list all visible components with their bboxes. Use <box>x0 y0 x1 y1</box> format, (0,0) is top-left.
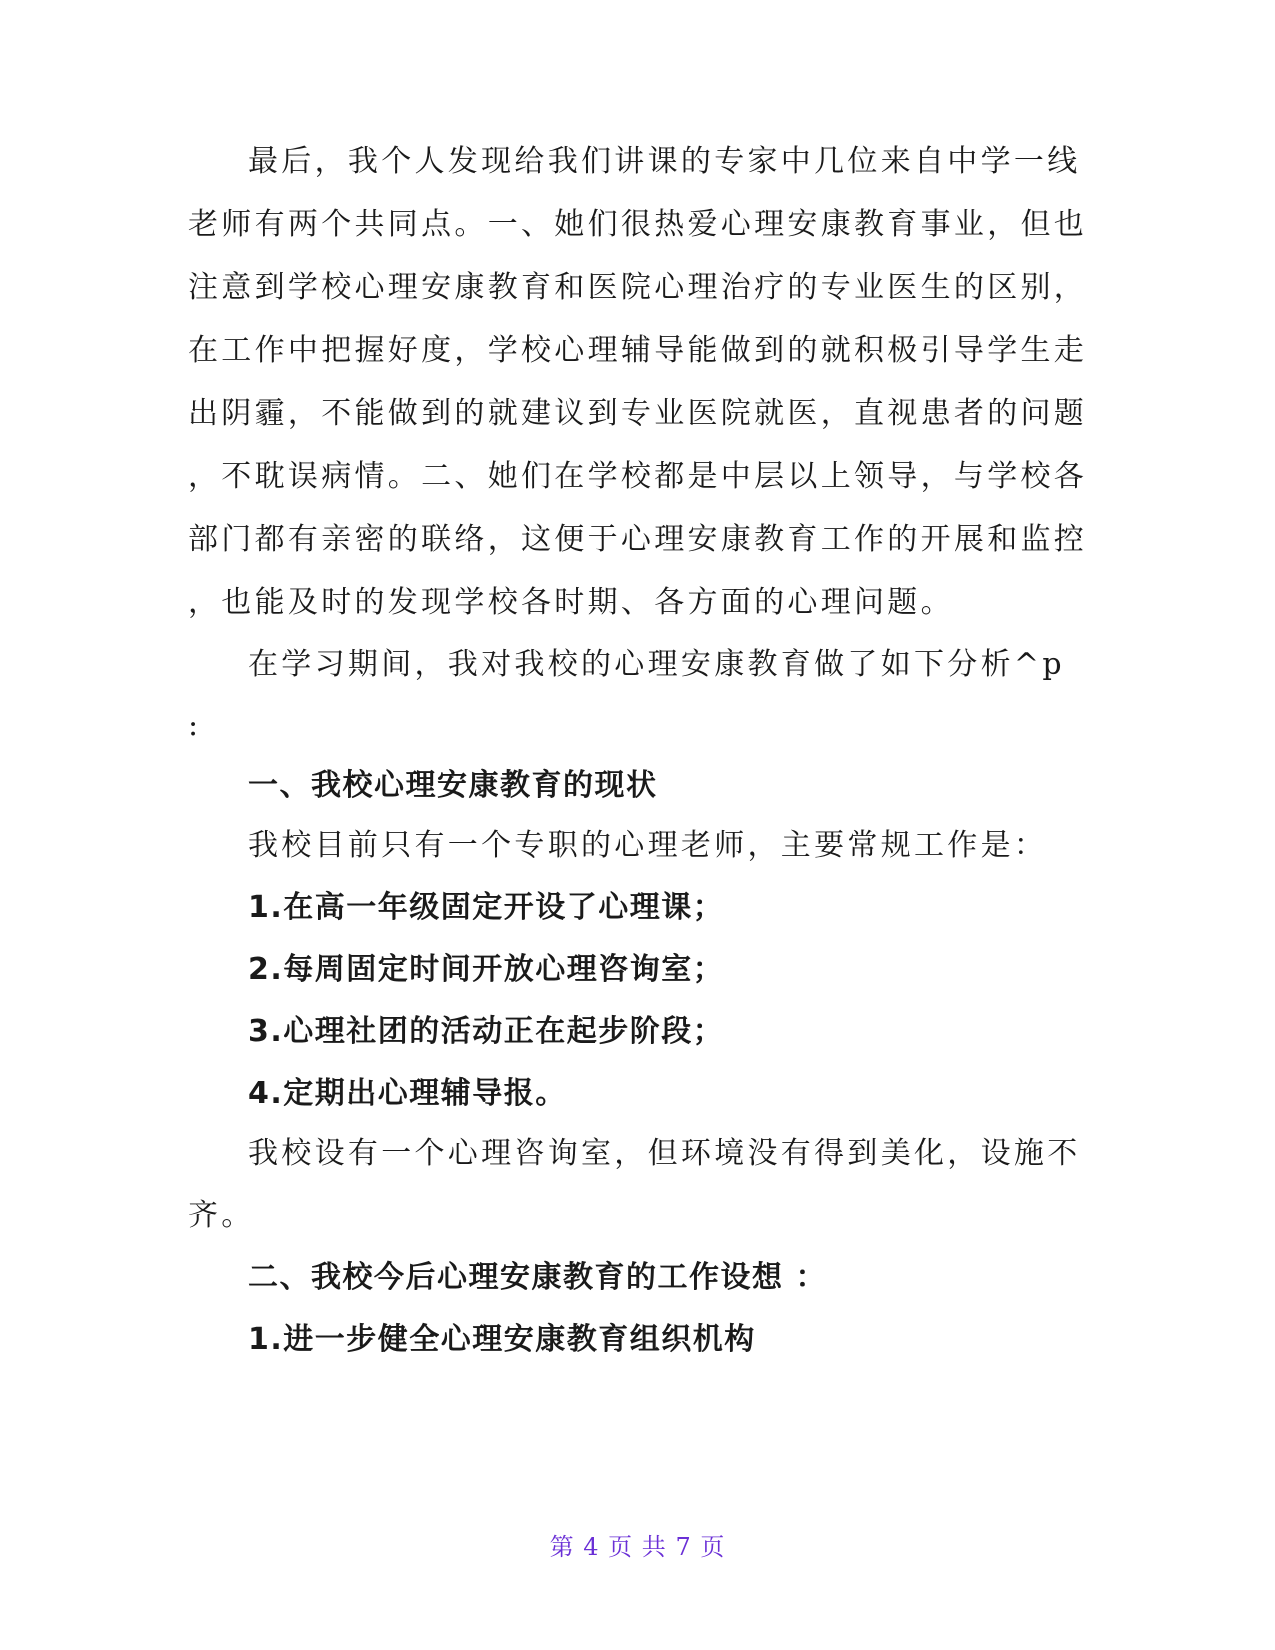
paragraph-line: 出阴霾，不能做到的就建议到专业医院就医，直视患者的问题 <box>188 396 1088 431</box>
paragraph-line: 我校目前只有一个专职的心理老师，主要常规工作是： <box>248 828 1048 863</box>
paragraph-line: 齐。 <box>188 1198 255 1233</box>
paragraph-line: 老师有两个共同点。一、她们很热爱心理安康教育事业，但也 <box>188 207 1088 242</box>
paragraph-line: 最后，我个人发现给我们讲课的专家中几位来自中学一线 <box>248 144 1081 179</box>
section-heading: 一、我校心理安康教育的现状 <box>248 768 658 803</box>
paragraph-line: : <box>188 708 202 743</box>
list-item: 1.在高一年级固定开设了心理课； <box>248 890 725 925</box>
page-number-footer: 第 4 页 共 7 页 <box>549 1533 726 1561</box>
paragraph-line: 部门都有亲密的联络，这便于心理安康教育工作的开展和监控 <box>188 522 1088 557</box>
paragraph-line: 我校设有一个心理咨询室，但环境没有得到美化，设施不 <box>248 1136 1081 1171</box>
paragraph-line: 在工作中把握好度，学校心理辅导能做到的就积极引导学生走 <box>188 333 1088 368</box>
paragraph-line: 在学习期间，我对我校的心理安康教育做了如下分析^p <box>248 647 1065 682</box>
paragraph-line: 注意到学校心理安康教育和医院心理治疗的专业医生的区别， <box>188 270 1088 305</box>
section-heading: 二、我校今后心理安康教育的工作设想 ： <box>248 1260 827 1295</box>
list-item: 2.每周固定时间开放心理咨询室； <box>248 952 725 987</box>
paragraph-line: ，不耽误病情。二、她们在学校都是中层以上领导，与学校各 <box>188 459 1088 494</box>
list-item: 3.心理社团的活动正在起步阶段； <box>248 1014 725 1049</box>
list-item: 1.进一步健全心理安康教育组织机构 <box>248 1322 756 1357</box>
paragraph-line: ，也能及时的发现学校各时期、各方面的心理问题。 <box>188 585 954 620</box>
list-item: 4.定期出心理辅导报。 <box>248 1076 567 1111</box>
